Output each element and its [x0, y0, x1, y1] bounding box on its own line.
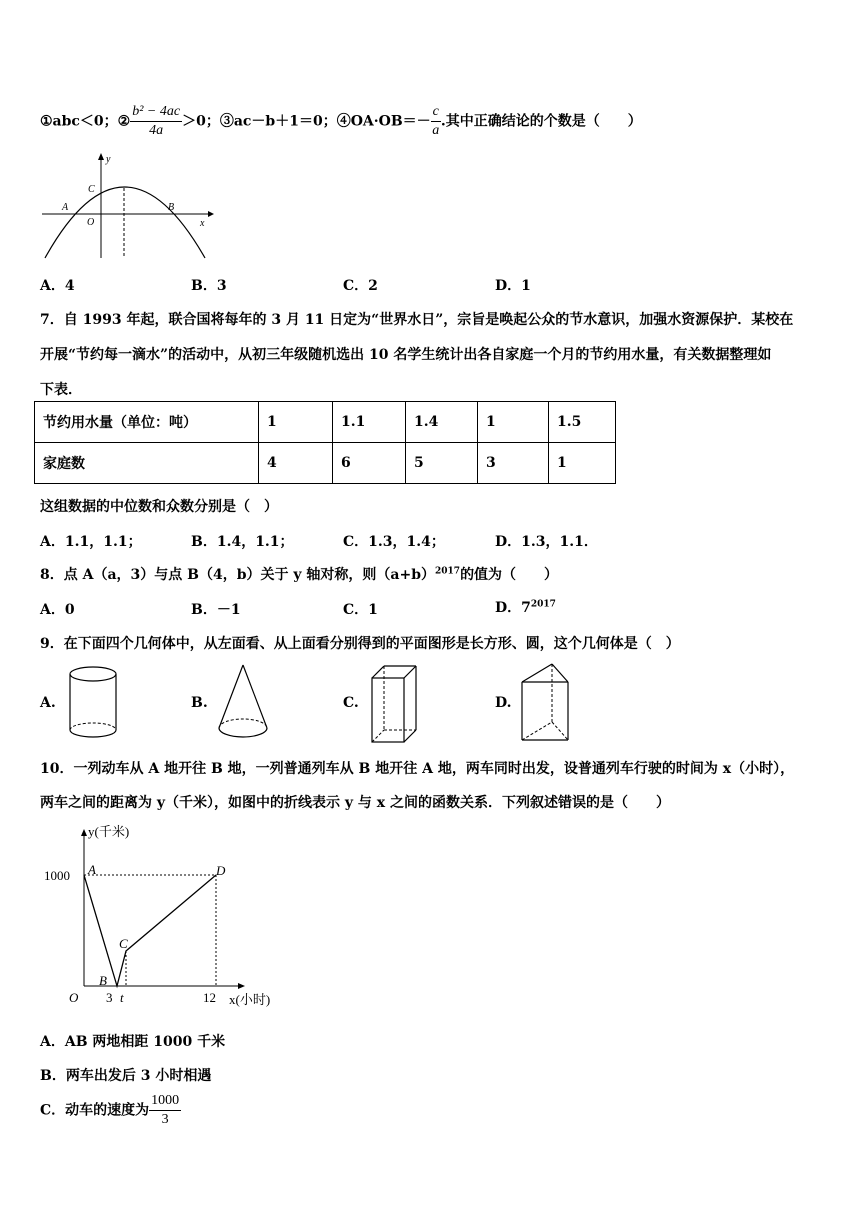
q7-text-line3: 下表． — [40, 382, 82, 398]
table-cell: 1.4 — [406, 402, 478, 443]
table-cell: 1 — [549, 443, 616, 484]
q8-option-d-base: D．7 — [495, 600, 531, 616]
rectangular-prism-icon — [368, 662, 420, 746]
q10-option-a[interactable]: A．AB 两地相距 1000 千米 — [40, 1034, 226, 1050]
q7-option-a[interactable]: A．1.1，1.1； — [40, 534, 142, 550]
q6-y-arrow — [98, 153, 104, 160]
q7-option-b[interactable]: B．1.4，1.1； — [191, 534, 294, 550]
q10-label-t: t — [120, 990, 124, 1005]
q8-option-c[interactable]: C．1 — [343, 602, 378, 618]
cylinder-icon — [66, 664, 122, 742]
q10-option-b[interactable]: B．两车出发后 3 小时相遇 — [40, 1068, 212, 1084]
q6-frac2-num: c — [431, 103, 441, 122]
q6-option-b[interactable]: B．3 — [191, 278, 227, 294]
q8-option-d-exponent: 2017 — [530, 599, 556, 610]
q9-text: 9．在下面四个几何体中，从左面看、从上面看分别得到的平面图形是长方形、圆，这个几何体是（ ） — [40, 636, 680, 652]
triangular-prism-icon — [518, 660, 574, 744]
q6-frac2-den: a — [432, 123, 440, 138]
q10-label-O: O — [69, 990, 79, 1005]
q8-text-end: 的值为（ ） — [460, 567, 559, 583]
q6-fraction-1 — [130, 103, 182, 140]
q10-optc-den: 3 — [161, 1112, 169, 1127]
q10-label-C: C — [119, 936, 128, 951]
q6-frac1-num: b² − 4ac — [130, 103, 182, 122]
q6-fraction-2 — [431, 103, 441, 140]
q6-label-C: C — [88, 184, 95, 195]
q6-statement — [40, 103, 642, 140]
q10-distance-time-graph — [40, 818, 310, 1016]
q7-data-table — [34, 401, 616, 484]
table-cell: 1.5 — [549, 402, 616, 443]
q10-label-3: 3 — [106, 990, 113, 1005]
q6-x-arrow — [208, 211, 214, 217]
q6-label-x: x — [200, 218, 205, 229]
q8-option-a[interactable]: A．0 — [40, 602, 75, 618]
q7-question: 这组数据的中位数和众数分别是（ ） — [40, 499, 278, 515]
q10-label-1000: 1000 — [44, 868, 70, 883]
table-row — [35, 443, 616, 484]
q7-option-c[interactable]: C．1.3，1.4； — [343, 534, 445, 550]
q6-stmt-part3: .其中正确结论的个数是（ ） — [440, 113, 642, 130]
table-cell: 4 — [259, 443, 333, 484]
q8-exponent: 2017 — [435, 566, 461, 577]
cone-icon — [215, 662, 271, 744]
q9-option-d[interactable]: D. — [495, 695, 512, 711]
q10-label-D: D — [216, 863, 226, 878]
table-cell: 节约用水量（单位：吨） — [35, 402, 259, 443]
table-cell: 1.1 — [333, 402, 406, 443]
q7-option-d[interactable]: D．1.3，1.1． — [495, 534, 598, 550]
q6-stmt-part2: ＞0；③ac－b＋1＝0；④OA·OB＝－ — [182, 113, 431, 130]
q10-label-x-axis: x(小时) — [229, 992, 271, 1007]
q10-y-arrow — [81, 829, 87, 836]
q10-option-c-text: C．动车的速度为 — [40, 1102, 150, 1119]
q6-option-c[interactable]: C．2 — [343, 278, 378, 294]
table-cell: 3 — [478, 443, 549, 484]
q8-option-d[interactable] — [495, 597, 556, 617]
q8-text — [40, 564, 558, 584]
q8-option-b[interactable]: B．－1 — [191, 602, 241, 618]
q7-text-line2: 开展“节约每一滴水”的活动中，从初三年级随机选出 10 名学生统计出各自家庭一个月的节约用水量，有关数据整理如 — [40, 347, 772, 363]
q9-option-a[interactable]: A. — [40, 695, 56, 711]
q6-label-O: O — [87, 217, 95, 228]
q6-option-d[interactable]: D．1 — [495, 278, 531, 294]
q6-stmt-part1: ①abc＜0；② — [40, 113, 131, 130]
table-cell: 1 — [478, 402, 549, 443]
q10-optc-num: 1000 — [149, 1092, 181, 1111]
q7-text-line1: 7．自 1993 年起，联合国将每年的 3 月 11 日定为“世界水日”，宗旨是唤起公众的节水意识，加强水资源保护．某校在 — [40, 312, 794, 328]
q10-label-y-axis: y(千米) — [88, 824, 130, 839]
q10-option-c-fraction — [149, 1092, 181, 1129]
table-cell: 5 — [406, 443, 478, 484]
q10-label-12: 12 — [203, 990, 216, 1005]
table-cell: 1 — [259, 402, 333, 443]
q8-text-main: 8．点 A（a，3）与点 B（4，b）关于 y 轴对称，则（a+b） — [40, 567, 435, 583]
q10-text-line2: 两车之间的距离为 y（千米），如图中的折线表示 y 与 x 之间的函数关系．下列叙述错误的是（ ） — [40, 795, 670, 811]
table-row — [35, 402, 616, 443]
q6-label-B: B — [168, 202, 175, 213]
q6-parabola-graph — [40, 150, 215, 260]
q6-label-y: y — [106, 154, 111, 165]
q10-polyline-ABCD — [84, 875, 216, 986]
table-cell: 6 — [333, 443, 406, 484]
q10-x-arrow — [238, 983, 245, 989]
q10-label-B: B — [99, 973, 107, 988]
q6-parabola-curve — [45, 187, 205, 258]
q9-option-c[interactable]: C. — [343, 695, 359, 711]
q6-label-A: A — [62, 202, 69, 213]
table-cell: 家庭数 — [35, 443, 259, 484]
q6-frac1-den: 4a — [149, 123, 164, 138]
q10-text-line1: 10．一列动车从 A 地开往 B 地，一列普通列车从 B 地开往 A 地，两车同时出发，设普通列车行驶的时间为 x（小时）， — [40, 761, 795, 777]
q10-label-A: A — [88, 862, 96, 877]
q6-option-a[interactable]: A．4 — [40, 278, 75, 294]
q10-option-c[interactable] — [40, 1092, 181, 1129]
q9-option-b[interactable]: B. — [191, 695, 208, 711]
